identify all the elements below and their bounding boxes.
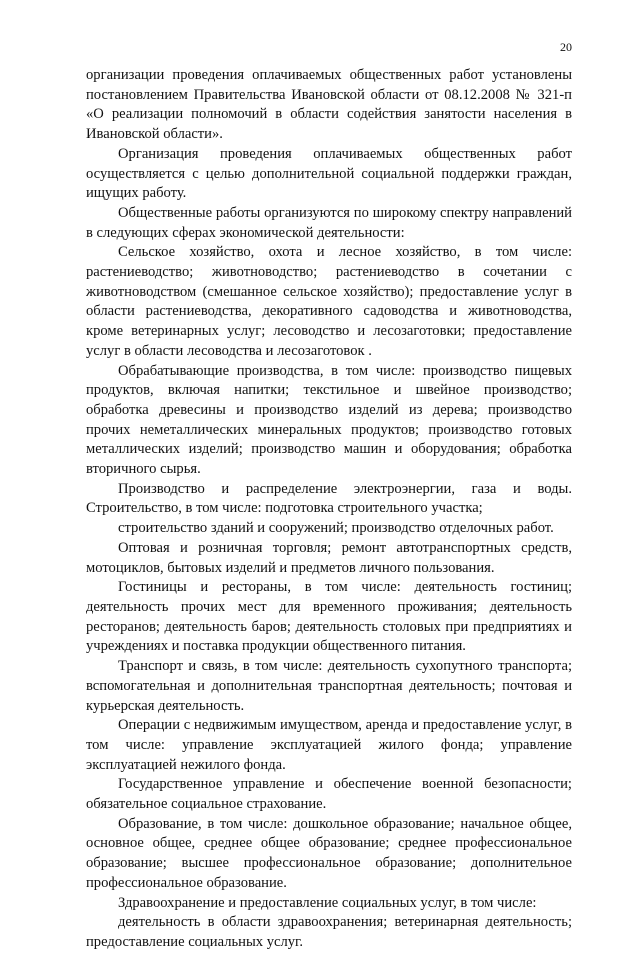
- paragraph: организации проведения оплачиваемых общественных работ установлены постановлением Правительства Ивановской области от 08.12.2008 № 321-п «О реализации полномочий в области содействия занятости населения в Ивановской области».: [86, 67, 572, 143]
- paragraph: Обрабатывающие производства, в том числе: производство пищевых продуктов, включая напитки; текстильное и швейное производство; обработка древесины и производство изделий из дерева; производство прочих неметаллических минеральных продуктов; производство готовых металлических изделий; производство машин и оборудования; обработка вторичного сырья.: [86, 362, 572, 478]
- document-body: [86, 66, 572, 953]
- paragraph: Здравоохранение и предоставление социальных услуг, в том числе:: [118, 894, 537, 911]
- paragraph: Сельское хозяйство, охота и лесное хозяйство, в том числе: растениеводство; животноводство; растениеводство в сочетании с животноводством (смешанное сельское хозяйство); предоставление услуг в области растениеводства, декоративного садоводства и животноводства, кроме ветеринарных услуг; лесоводство и лесозаготовки; предоставление услуг в области лесоводства и лесозаготовок .: [86, 244, 572, 359]
- paragraph: деятельность в области здравоохранения; ветеринарная деятельность; предоставление социальных услуг.: [86, 914, 572, 950]
- paragraph: Гостиницы и рестораны, в том числе: деятельность гостиниц; деятельность прочих мест для временного проживания; деятельность ресторанов; деятельность баров; деятельность столовых при предприятиях и учреждениях и поставка продукции общественного питания.: [86, 579, 572, 655]
- paragraph: Общественные работы организуются по широкому спектру направлений в следующих сферах экономической деятельности:: [86, 204, 572, 241]
- paragraph: Транспорт и связь, в том числе: деятельность сухопутного транспорта; вспомогательная и дополнительная транспортная деятельность; почтовая и курьерская деятельность.: [86, 658, 572, 714]
- paragraph: Образование, в том числе: дошкольное образование; начальное общее, основное общее, среднее общее образование; среднее профессиональное образование; высшее профессиональное образование; дополнительное профессиональное образование.: [86, 815, 572, 891]
- page-number: 20: [560, 40, 572, 54]
- paragraph: строительство зданий и сооружений; производство отделочных работ.: [118, 520, 554, 537]
- paragraph: Операции с недвижимым имуществом, аренда и предоставление услуг, в том числе: управление эксплуатацией жилого фонда; управление эксплуатацией нежилого фонда.: [86, 717, 572, 773]
- paragraph: Организация проведения оплачиваемых общественных работ осуществляется с целью дополнительной социальной поддержки граждан, ищущих работу.: [86, 145, 572, 202]
- paragraph: Государственное управление и обеспечение военной безопасности; обязательное социальное страхование.: [86, 776, 572, 813]
- paragraph: Оптовая и розничная торговля; ремонт автотранспортных средств, мотоциклов, бытовых изделий и предметов личного пользования.: [86, 539, 572, 576]
- paragraph: Производство и распределение электроэнергии, газа и воды. Строительство, в том числе: подготовка строительного участка;: [86, 480, 572, 517]
